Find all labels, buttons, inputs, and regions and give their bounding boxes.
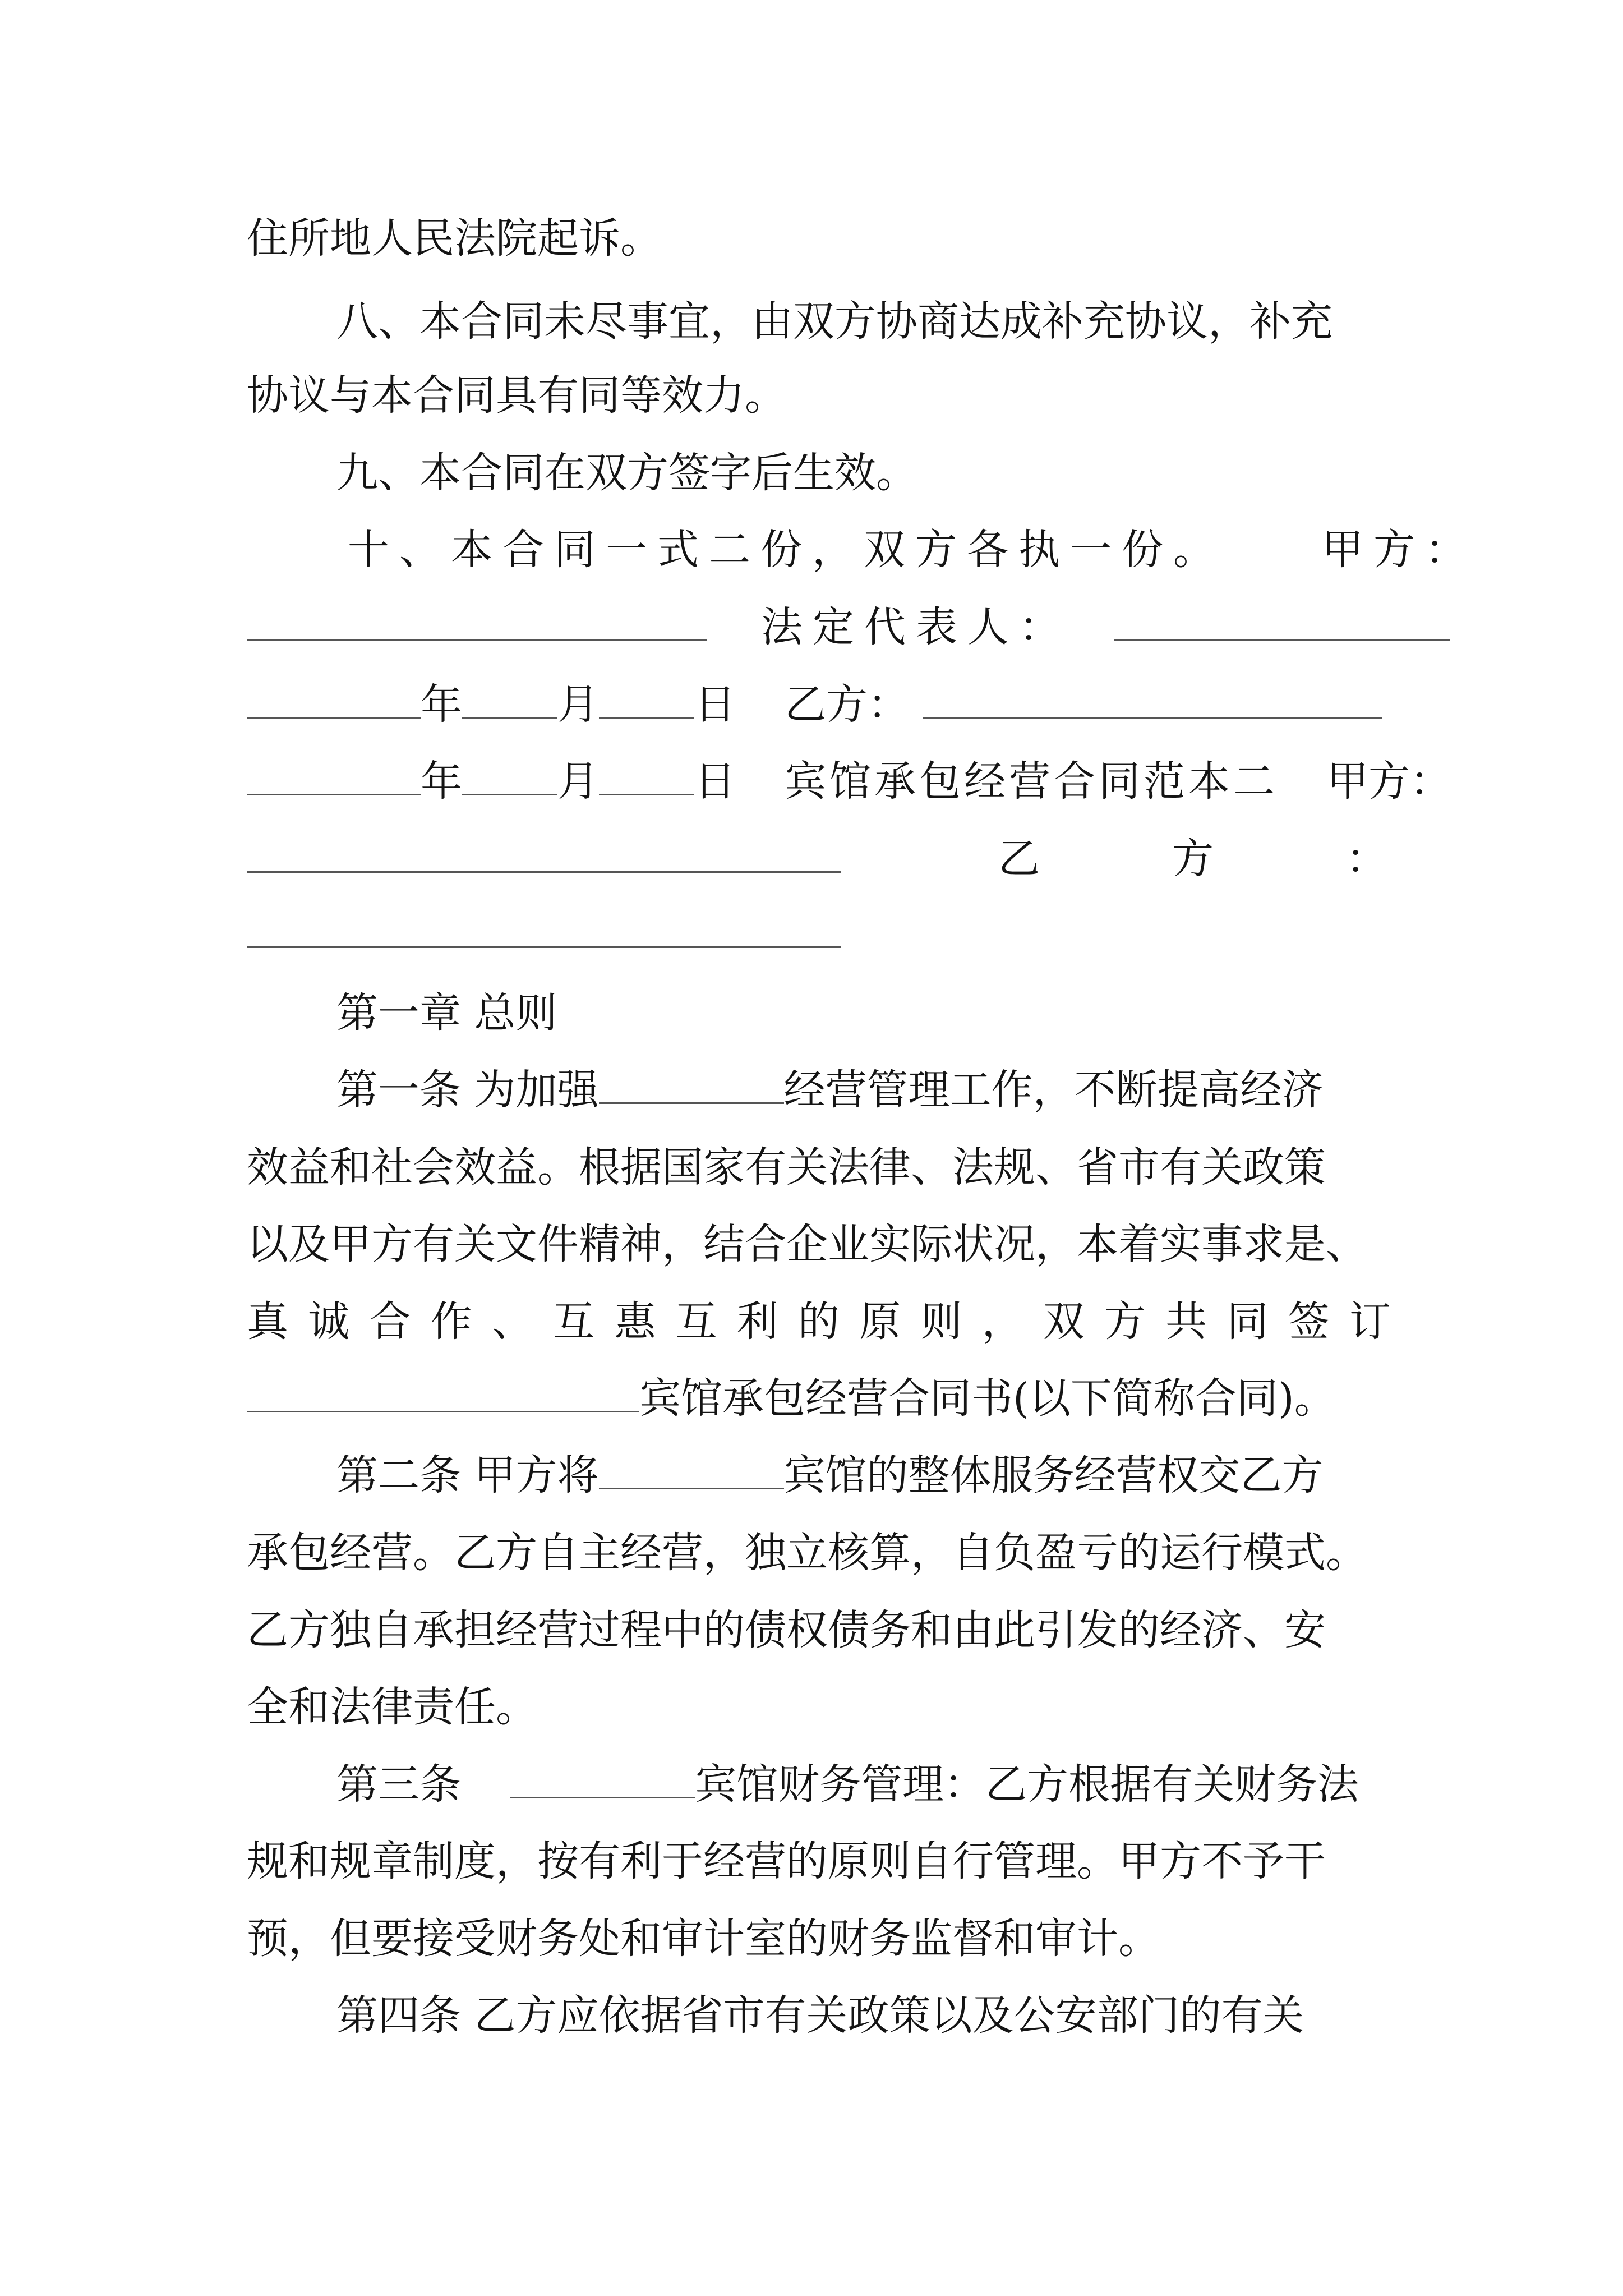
signature-blank — [247, 838, 841, 873]
date-line-2 — [247, 753, 1452, 809]
char: 签 — [1288, 1297, 1330, 1346]
party-b-char: 方 — [1172, 835, 1214, 883]
legal-rep-line — [247, 599, 1391, 655]
article-2-label: 第二条 甲方将 — [336, 1451, 599, 1499]
fill-blank — [510, 1763, 695, 1798]
year-label: 年 — [421, 680, 462, 729]
article-2-line-1 — [336, 1447, 1391, 1503]
article-8-line-2: 协议与本合同具有同等效力。 — [247, 371, 786, 420]
article-2-line-2: 承包经营。乙方自主经营，独立核算，自负盈亏的运行模式。 — [247, 1529, 1367, 1577]
party-a-label: 甲方： — [1322, 526, 1477, 574]
char: 同 — [1227, 1297, 1269, 1346]
article-4-line-1: 第四条 乙方应依据省市有关政策以及公安部门的有关 — [336, 1991, 1304, 2040]
template-two-title: 宾馆承包经营合同范本二 — [785, 757, 1279, 806]
article-10-line — [348, 522, 1477, 578]
signature-blank — [247, 913, 841, 948]
article-3-label: 第三条 — [336, 1760, 461, 1809]
month-blank — [462, 683, 557, 719]
date-line-1 — [247, 677, 1391, 733]
party-b-colon: ： — [1346, 835, 1387, 883]
party-a-label-2: 甲方： — [1327, 757, 1452, 806]
article-1-rest: 经营管理工作，不断提高经济 — [783, 1066, 1324, 1114]
year-blank — [247, 683, 421, 719]
signature-blank — [923, 683, 1382, 719]
article-3-line-2: 规和规章制度，按有利于经营的原则自行管理。甲方不予干 — [247, 1837, 1326, 1885]
article-1-line-5 — [247, 1370, 1391, 1427]
signature-blank — [247, 606, 707, 641]
article-3-rest: 宾馆财务管理：乙方根据有关财务法 — [695, 1760, 1359, 1809]
char: 惠 — [614, 1297, 656, 1346]
article-1-line-1 — [336, 1062, 1391, 1118]
legal-rep-label: 法定代表人： — [761, 603, 1071, 651]
party-b-label: 乙方： — [785, 680, 910, 729]
month-label: 月 — [557, 680, 599, 729]
article-1-label: 第一条 为加强 — [336, 1066, 599, 1114]
day-blank — [599, 760, 694, 795]
article-3-line-3: 预，但要接受财务处和审计室的财务监督和审计。 — [247, 1915, 1160, 1963]
month-label: 月 — [557, 757, 599, 806]
char: 则 — [920, 1297, 962, 1346]
article-10: 十、本合同一式二份，双方各执一份。 — [348, 526, 1225, 574]
party-b-char: 乙 — [998, 835, 1040, 883]
char: ， — [981, 1297, 1023, 1346]
char: 订 — [1349, 1297, 1391, 1346]
month-blank — [462, 760, 557, 795]
char: 互 — [553, 1297, 595, 1346]
party-b-line — [247, 831, 1391, 887]
text-line: 住所地人民法院起诉。 — [247, 214, 662, 263]
day-blank — [599, 683, 694, 719]
party-b-blank-line — [247, 906, 1391, 962]
article-2-line-3: 乙方独自承担经营过程中的债权债务和由此引发的经济、安 — [247, 1606, 1326, 1654]
article-1-line-5-text: 宾馆承包经营合同书(以下简称合同)。 — [639, 1374, 1336, 1423]
fill-blank — [247, 1377, 639, 1412]
char: 原 — [859, 1297, 901, 1346]
chapter-1-heading: 第一章 总则 — [336, 989, 557, 1037]
fill-blank — [599, 1069, 784, 1104]
char: 诚 — [308, 1297, 350, 1346]
char: 真 — [247, 1297, 288, 1346]
char: 合 — [369, 1297, 411, 1346]
signature-blank — [1114, 606, 1450, 641]
fill-blank — [599, 1454, 784, 1489]
day-label: 日 — [694, 680, 736, 729]
char: 方 — [1104, 1297, 1146, 1346]
char: 互 — [675, 1297, 717, 1346]
article-2-line-4: 全和法律责任。 — [247, 1683, 537, 1731]
char: 作 — [430, 1297, 472, 1346]
article-1-line-2: 效益和社会效益。根据国家有关法律、法规、省市有关政策 — [247, 1143, 1326, 1191]
article-8-line-1: 八、本合同未尽事宜，由双方协商达成补充协议，补充 — [336, 297, 1332, 346]
char: 双 — [1043, 1297, 1085, 1346]
char: 、 — [491, 1297, 533, 1346]
article-1-line-4 — [247, 1294, 1391, 1350]
year-blank — [247, 760, 421, 795]
article-2-rest: 宾馆的整体服务经营权交乙方 — [783, 1451, 1324, 1499]
article-3-line-1 — [336, 1756, 1391, 1812]
char: 共 — [1165, 1297, 1207, 1346]
article-9: 九、本合同在双方签字后生效。 — [336, 449, 917, 497]
char: 的 — [797, 1297, 840, 1346]
day-label: 日 — [694, 757, 736, 806]
char: 利 — [736, 1297, 778, 1346]
year-label: 年 — [421, 757, 462, 806]
article-1-line-3: 以及甲方有关文件精神，结合企业实际状况，本着实事求是、 — [247, 1220, 1367, 1268]
